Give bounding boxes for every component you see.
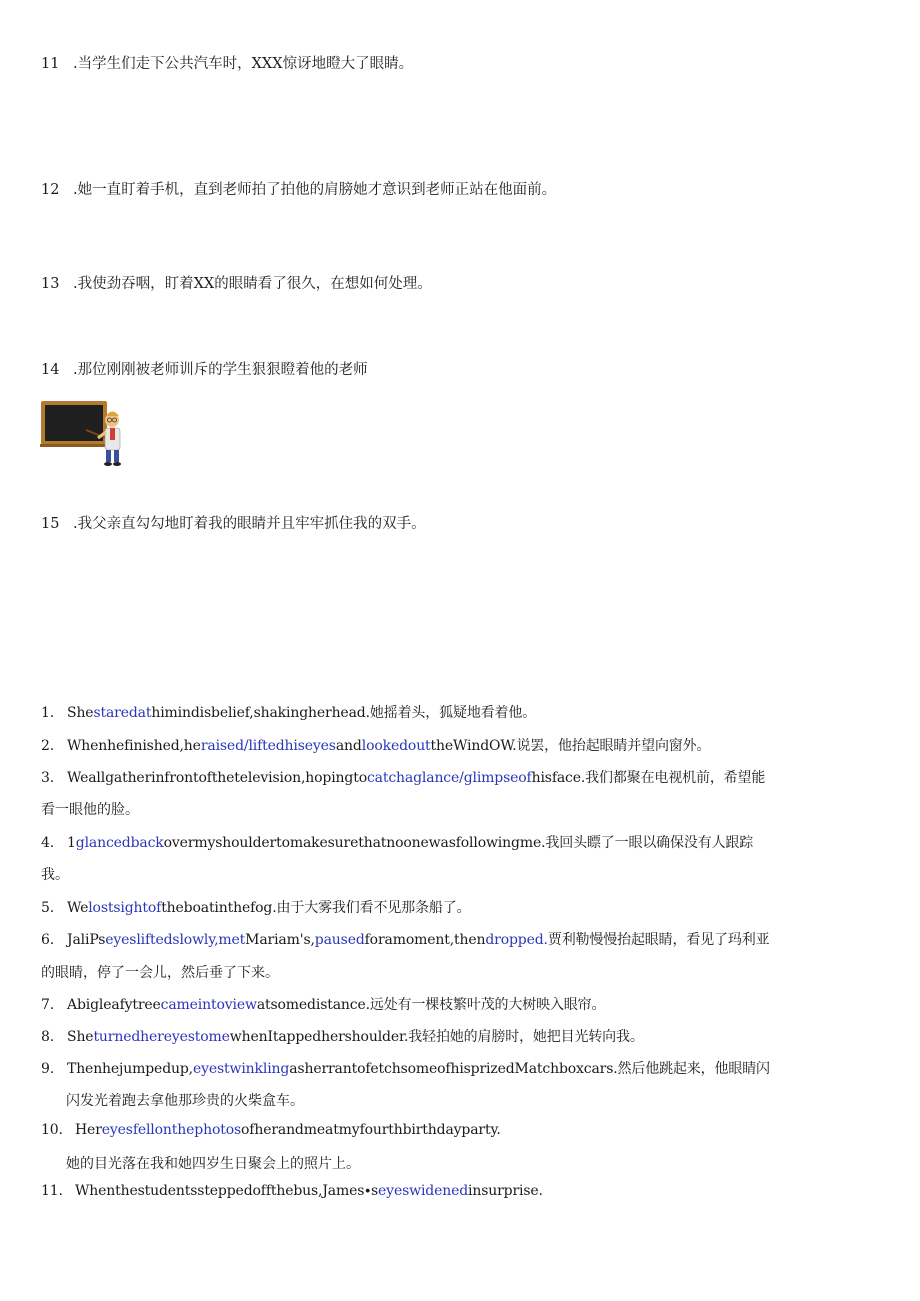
answer-highlight: turnedhereyestome — [93, 1029, 230, 1045]
question-number: 11 — [41, 56, 60, 72]
answer-highlight: staredat — [93, 705, 152, 721]
answer-text: overmyshouldertomakesurethatnoonewasfollowingme.我回头瞟了一眼以确保没有人跟踪 — [163, 835, 754, 851]
question-number: 13 — [41, 276, 60, 292]
answer-6-continuation: 的眼睛，停了一会儿，然后垂了下来。 — [41, 965, 279, 981]
answer-highlight: lostsightof — [88, 900, 162, 916]
answer-number: 3. — [41, 770, 55, 786]
answer-4-continuation: 我。 — [41, 867, 69, 883]
question-number: 15 — [41, 516, 60, 532]
question-13 — [41, 272, 432, 293]
answer-text: Thenhejumpedup, — [67, 1061, 193, 1077]
answer-text: We — [67, 900, 89, 916]
teacher-illustration-icon — [40, 398, 126, 468]
question-number: 12 — [41, 182, 60, 198]
answer-text: ofherandmeatmyfourthbirthdayparty. — [241, 1122, 501, 1138]
answer-4 — [41, 832, 753, 852]
answer-text: and — [335, 738, 362, 754]
answer-7 — [41, 994, 605, 1014]
answer-text: She — [67, 705, 94, 721]
teacher-blackboard-image — [40, 398, 126, 468]
answer-text: whenItappedhershoulder.我轻拍她的肩膀时，她把目光转向我。 — [229, 1029, 644, 1045]
answer-highlight: dropped. — [485, 932, 548, 948]
answer-text: foramoment,then — [364, 932, 486, 948]
question-text: .我使劲吞咽，盯着XX的眼睛看了很久，在想如何处理。 — [73, 276, 432, 292]
answer-number: 6. — [41, 932, 55, 948]
answer-text: Her — [75, 1122, 102, 1138]
answer-number: 7. — [41, 997, 55, 1013]
answer-text: 贾利勒慢慢抬起眼睛，看见了玛利亚 — [547, 932, 770, 948]
answer-highlight: eyesfellonthephotos — [101, 1122, 242, 1138]
answer-text: Mariam's, — [245, 932, 315, 948]
answer-text: atsomedistance.远处有一棵枝繁叶茂的大树映入眼帘。 — [256, 997, 606, 1013]
question-12 — [41, 178, 556, 199]
answer-text: 1 — [67, 835, 76, 851]
answer-highlight: raised/liftedhiseyes — [200, 738, 336, 754]
answer-9-continuation: 闪发光着跑去拿他那珍贵的火柴盒车。 — [66, 1093, 304, 1109]
question-text: .当学生们走下公共汽车时，XXX惊讶地瞪大了眼睛。 — [73, 56, 414, 72]
answer-8 — [41, 1026, 644, 1046]
answer-highlight: paused — [314, 932, 365, 948]
answer-text: insurprise. — [468, 1183, 543, 1199]
answer-highlight: cameintoview — [160, 997, 257, 1013]
answer-text: theWindOW.说罢，他抬起眼睛并望向窗外。 — [430, 738, 711, 754]
answer-11 — [41, 1183, 543, 1199]
answer-10-continuation: 她的目光落在我和她四岁生日聚会上的照片上。 — [66, 1156, 360, 1172]
answer-text: She — [67, 1029, 94, 1045]
answer-highlight: catchaglance/glimpseof — [366, 770, 532, 786]
question-text: .那位刚刚被老师训斥的学生狠狠瞪着他的老师 — [73, 362, 368, 378]
answer-number: 11. — [41, 1183, 63, 1199]
answer-3 — [41, 767, 765, 787]
answer-text: hisface.我们都聚在电视机前，希望能 — [531, 770, 766, 786]
question-text: .她一直盯着手机，直到老师拍了拍他的肩膀她才意识到老师正站在他面前。 — [73, 182, 557, 198]
answer-number: 4. — [41, 835, 55, 851]
answer-number: 10. — [41, 1122, 63, 1138]
answer-text: asherrantofetchsomeofhisprizedMatchboxcars.然后他跳起来，他眼睛闪 — [289, 1061, 770, 1077]
question-11 — [41, 52, 413, 73]
answer-3-continuation: 看一眼他的脸。 — [41, 802, 139, 818]
answer-highlight: lookedout — [361, 738, 431, 754]
answer-10 — [41, 1122, 501, 1138]
answer-highlight: glancedback — [75, 835, 164, 851]
answer-text: Whenthestudentssteppedoffthebus,James∙s — [75, 1183, 379, 1199]
answer-text: himindisbelief,shakingherhead.她摇着头，狐疑地看着他。 — [151, 705, 537, 721]
answer-number: 2. — [41, 738, 55, 754]
answer-highlight: eyeswidened — [378, 1183, 469, 1199]
answer-number: 8. — [41, 1029, 55, 1045]
answer-text: Whenhefinished,he — [67, 738, 201, 754]
answer-number: 9. — [41, 1061, 55, 1077]
answer-9 — [41, 1058, 770, 1078]
answer-number: 5. — [41, 900, 55, 916]
answer-highlight: eyestwinkling — [192, 1061, 290, 1077]
answer-highlight: eyesliftedslowly,met — [105, 932, 246, 948]
answer-2 — [41, 735, 710, 755]
question-text: .我父亲直勾勾地盯着我的眼睛并且牢牢抓住我的双手。 — [73, 516, 426, 532]
answer-number: 1. — [41, 705, 55, 721]
answer-text: Weallgatherinfrontofthetelevision,hopingto — [67, 770, 367, 786]
answer-5 — [41, 897, 470, 917]
answer-text: theboatinthefog.由于大雾我们看不见那条船了。 — [161, 900, 471, 916]
question-number: 14 — [41, 362, 60, 378]
question-15 — [41, 512, 426, 533]
answer-1 — [41, 702, 536, 722]
answer-text: Abigleafytree — [67, 997, 161, 1013]
answer-6 — [41, 929, 769, 949]
question-14 — [41, 358, 368, 379]
answer-text: JaliPs — [67, 932, 106, 948]
